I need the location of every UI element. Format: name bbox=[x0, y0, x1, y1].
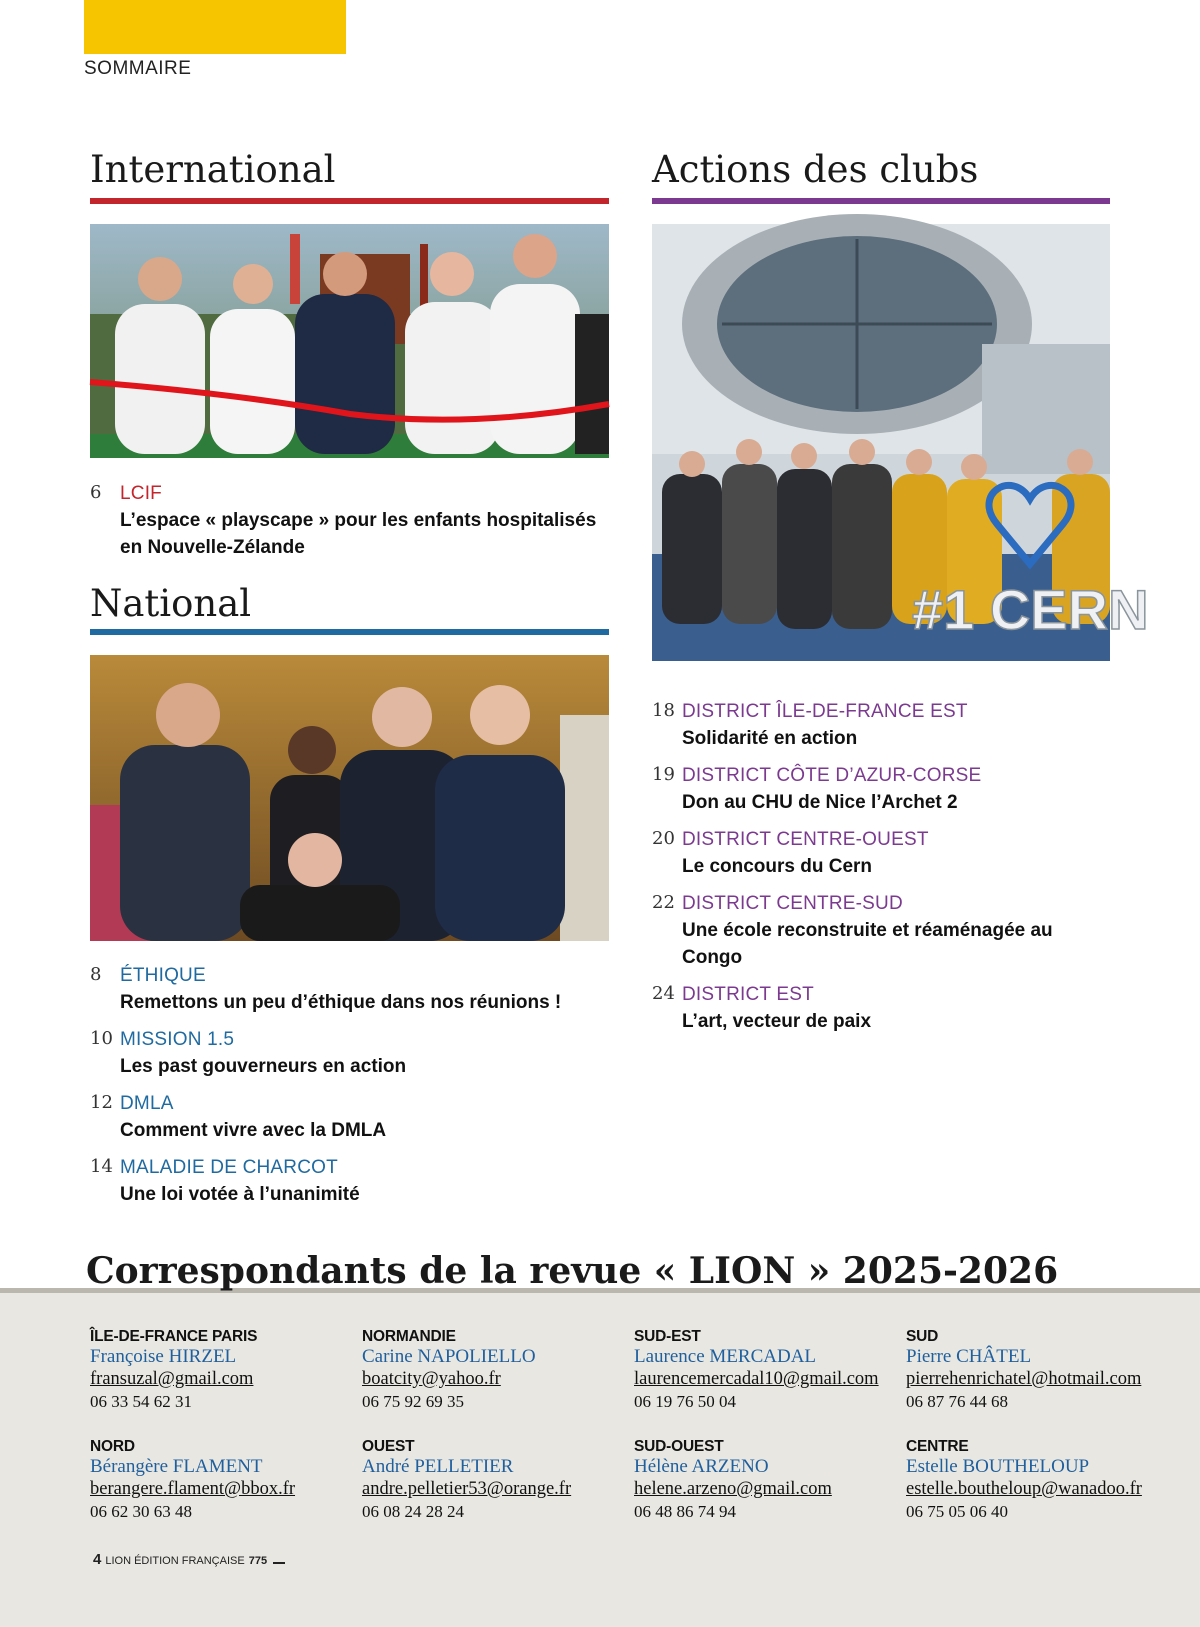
correspondants-column bbox=[362, 1328, 622, 1524]
toc-headline: Une loi votée à l’unanimité bbox=[120, 1184, 360, 1205]
toc-page-number: 19 bbox=[652, 764, 675, 785]
correspondant-card bbox=[906, 1438, 1166, 1524]
toc-category: LCIF bbox=[120, 483, 162, 504]
footer-issue-number: 775 bbox=[248, 1555, 268, 1567]
correspondant-card bbox=[634, 1328, 894, 1438]
correspondant-card bbox=[362, 1438, 622, 1524]
section-rule-clubs bbox=[652, 198, 1110, 204]
section-title-national: National bbox=[90, 582, 252, 625]
section-title-international: International bbox=[90, 148, 336, 191]
correspondant-name: Hélène ARZENO bbox=[634, 1456, 769, 1477]
toc-headline: Le concours du Cern bbox=[682, 856, 873, 877]
toc-headline: Solidarité en action bbox=[682, 728, 858, 749]
photo-national-group bbox=[90, 655, 609, 941]
footer-page-number: 4 bbox=[93, 1551, 102, 1568]
section-title-clubs: Actions des clubs bbox=[652, 148, 979, 191]
toc-entry[interactable] bbox=[652, 981, 1122, 1035]
correspondant-region: ÎLE-DE-FRANCE PARIS bbox=[90, 1328, 258, 1345]
correspondant-phone: 06 08 24 28 24 bbox=[362, 1502, 464, 1521]
toc-category: MALADIE DE CHARCOT bbox=[120, 1157, 338, 1178]
correspondant-region: CENTRE bbox=[906, 1438, 969, 1455]
toc-page-number: 20 bbox=[652, 828, 675, 849]
toc-category: DISTRICT CENTRE-OUEST bbox=[682, 829, 929, 850]
toc-category: DISTRICT CENTRE-SUD bbox=[682, 893, 903, 914]
correspondant-name: Françoise HIRZEL bbox=[90, 1346, 237, 1367]
toc-list-national bbox=[90, 962, 620, 1208]
correspondant-email-link[interactable]: andre.pelletier53@orange.fr bbox=[362, 1479, 572, 1499]
correspondant-email-link[interactable]: laurencemercadal10@gmail.com bbox=[634, 1369, 879, 1389]
correspondant-phone: 06 62 30 63 48 bbox=[90, 1502, 192, 1521]
toc-entry[interactable] bbox=[652, 762, 1122, 816]
correspondant-name: Bérangère FLAMENT bbox=[90, 1456, 263, 1477]
toc-page-number: 10 bbox=[90, 1028, 113, 1049]
header-accent-bar bbox=[84, 0, 346, 54]
toc-page-number: 22 bbox=[652, 892, 675, 913]
cern-sign-text: #1 CERN bbox=[912, 578, 1149, 641]
correspondant-card bbox=[90, 1328, 350, 1438]
toc-entry[interactable] bbox=[90, 962, 620, 1016]
toc-category: MISSION 1.5 bbox=[120, 1029, 235, 1050]
toc-entry[interactable] bbox=[652, 698, 1122, 752]
correspondant-card bbox=[362, 1328, 622, 1438]
correspondant-region: SUD bbox=[906, 1328, 939, 1345]
photo-cern-group bbox=[652, 224, 1149, 661]
toc-entry[interactable] bbox=[652, 826, 1122, 880]
correspondant-region: NORD bbox=[90, 1438, 135, 1455]
toc-headline: Comment vivre avec la DMLA bbox=[120, 1120, 387, 1141]
correspondant-email-link[interactable]: pierrehenrichatel@hotmail.com bbox=[906, 1369, 1142, 1389]
correspondants-column bbox=[906, 1328, 1166, 1524]
toc-category: DMLA bbox=[120, 1093, 174, 1114]
page-footer bbox=[93, 1551, 285, 1568]
correspondant-region: SUD-EST bbox=[634, 1328, 701, 1345]
correspondant-phone: 06 75 92 69 35 bbox=[362, 1392, 464, 1411]
section-rule-international bbox=[90, 198, 609, 204]
toc-page-number: 14 bbox=[90, 1156, 113, 1177]
correspondant-phone: 06 75 05 06 40 bbox=[906, 1502, 1008, 1521]
toc-page-number: 18 bbox=[652, 700, 675, 721]
correspondant-email-link[interactable]: helene.arzeno@gmail.com bbox=[634, 1479, 832, 1499]
toc-category: DISTRICT EST bbox=[682, 984, 814, 1005]
correspondant-region: OUEST bbox=[362, 1438, 415, 1455]
toc-headline: Don au CHU de Nice l’Archet 2 bbox=[682, 792, 958, 813]
toc-page-number: 12 bbox=[90, 1092, 113, 1113]
toc-list-international bbox=[90, 480, 620, 561]
correspondant-name: Pierre CHÂTEL bbox=[906, 1346, 1032, 1367]
correspondant-email-link[interactable]: fransuzal@gmail.com bbox=[90, 1369, 254, 1389]
correspondant-name: Estelle BOUTHELOUP bbox=[906, 1456, 1090, 1477]
correspondant-card bbox=[634, 1438, 894, 1524]
toc-entry[interactable] bbox=[90, 480, 620, 561]
toc-entry[interactable] bbox=[90, 1154, 620, 1208]
correspondant-email-link[interactable]: berangere.flament@bbox.fr bbox=[90, 1479, 296, 1499]
toc-category: DISTRICT ÎLE-DE-FRANCE EST bbox=[682, 701, 968, 722]
correspondant-email-link[interactable]: boatcity@yahoo.fr bbox=[362, 1369, 501, 1389]
toc-page-number: 6 bbox=[90, 482, 102, 503]
section-rule-national bbox=[90, 629, 609, 635]
correspondant-email-link[interactable]: estelle.boutheloup@wanadoo.fr bbox=[906, 1479, 1142, 1499]
correspondant-name: Carine NAPOLIELLO bbox=[362, 1346, 536, 1367]
correspondant-region: NORMANDIE bbox=[362, 1328, 456, 1345]
toc-headline: L’espace « playscape » pour les enfants hospitalisés en Nouvelle-Zélande bbox=[120, 510, 597, 558]
correspondant-phone: 06 33 54 62 31 bbox=[90, 1392, 192, 1411]
page-label: SOMMAIRE bbox=[84, 58, 192, 79]
correspondants-column bbox=[634, 1328, 894, 1524]
correspondant-name: Laurence MERCADAL bbox=[634, 1346, 817, 1367]
correspondants-column bbox=[90, 1328, 350, 1524]
toc-list-clubs bbox=[652, 698, 1122, 1035]
toc-page-number: 24 bbox=[652, 983, 675, 1004]
toc-headline: Une école reconstruite et réaménagée au Congo bbox=[682, 920, 1053, 968]
correspondants-title: Correspondants de la revue « LION » 2025-2026 bbox=[86, 1250, 1059, 1292]
correspondant-region: SUD-OUEST bbox=[634, 1438, 724, 1455]
correspondant-phone: 06 48 86 74 94 bbox=[634, 1502, 736, 1521]
photo-ribbon-cutting bbox=[90, 224, 609, 458]
toc-headline: Remettons un peu d’éthique dans nos réunions ! bbox=[120, 992, 562, 1013]
correspondant-card bbox=[90, 1438, 350, 1524]
toc-entry[interactable] bbox=[652, 890, 1122, 971]
toc-headline: L’art, vecteur de paix bbox=[682, 1011, 872, 1032]
correspondant-phone: 06 87 76 44 68 bbox=[906, 1392, 1008, 1411]
correspondant-name: André PELLETIER bbox=[362, 1456, 514, 1477]
footer-publication: LION ÉDITION FRANÇAISE bbox=[105, 1555, 245, 1567]
footer-dash bbox=[273, 1562, 285, 1564]
toc-headline: Les past gouverneurs en action bbox=[120, 1056, 407, 1077]
toc-category: DISTRICT CÔTE D’AZUR-CORSE bbox=[682, 765, 982, 786]
correspondant-card bbox=[906, 1328, 1166, 1438]
toc-page-number: 8 bbox=[90, 964, 102, 985]
correspondant-phone: 06 19 76 50 04 bbox=[634, 1392, 736, 1411]
toc-category: ÉTHIQUE bbox=[120, 965, 206, 986]
toc-entry[interactable] bbox=[90, 1026, 620, 1080]
toc-entry[interactable] bbox=[90, 1090, 620, 1144]
